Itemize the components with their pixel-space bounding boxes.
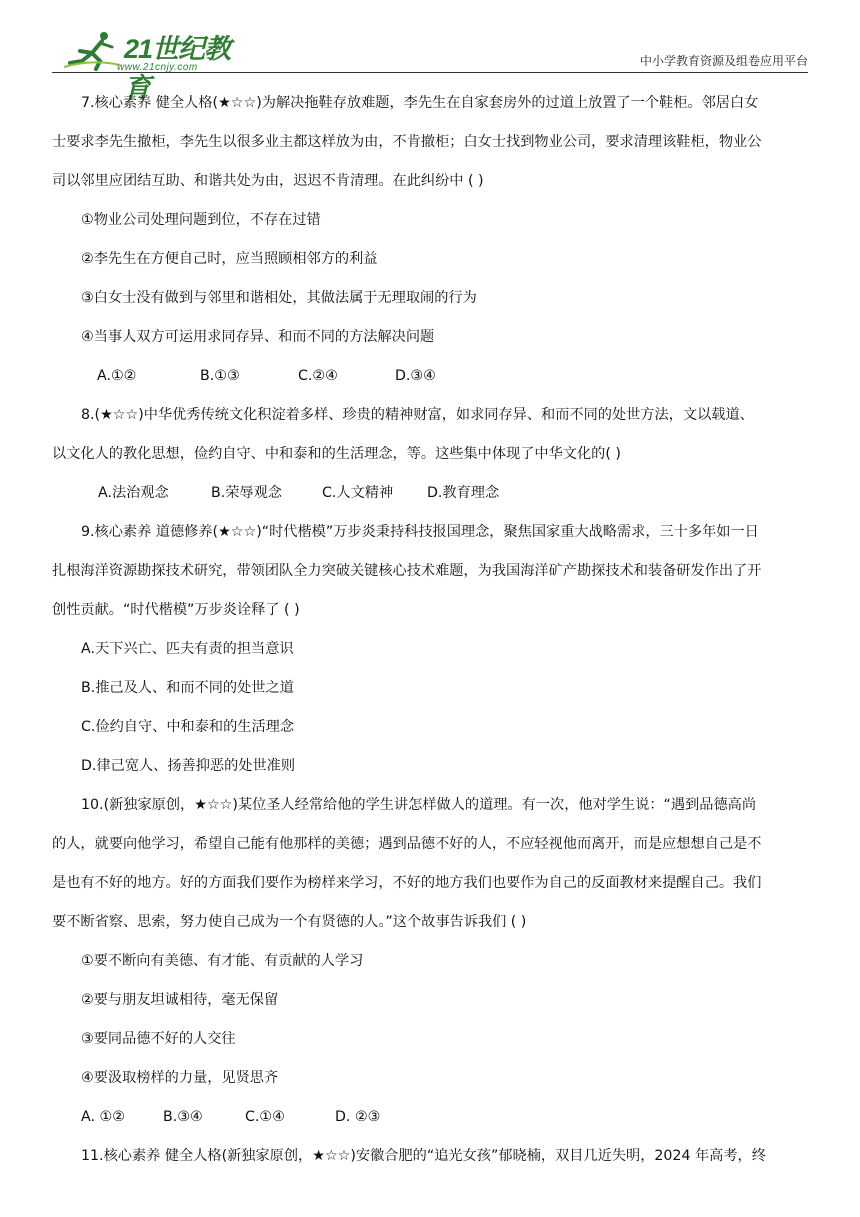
runner-logo-icon bbox=[62, 29, 122, 71]
q7-options bbox=[52, 357, 810, 396]
platform-name: 中小学教育资源及组卷应用平台 bbox=[639, 54, 808, 68]
q10-option-a: A. ①② bbox=[81, 1109, 125, 1125]
logo-text: 21世纪教育 bbox=[124, 34, 231, 103]
q10-stem-line-1: 10.(新独家原创，★☆☆)某位圣人经常给他的学生讲怎样做人的道理。有一次，他对学生说：“遇到品德高尚 bbox=[81, 797, 757, 813]
q7-item-4: ④当事人双方可运用求同存异、和而不同的方法解决问题 bbox=[81, 329, 435, 345]
q10-item-2: ②要与朋友坦诚相待，毫无保留 bbox=[81, 992, 279, 1008]
q8-options bbox=[52, 474, 810, 513]
q8-stem-line-1: 8.(★☆☆)中华优秀传统文化积淀着多样、珍贵的精神财富，如求同存异、和而不同的处世方法，文以载道、 bbox=[81, 407, 754, 423]
q10-stem-line-3: 是也有不好的地方。好的方面我们要作为榜样来学习，不好的地方我们也要作为自己的反面教材来提醒自己。我们 bbox=[52, 875, 762, 891]
q7-item-1: ①物业公司处理问题到位，不存在过错 bbox=[81, 212, 321, 228]
q9-option-d: D.律己宽人、扬善抑恶的处世准则 bbox=[81, 758, 296, 774]
q9-stem-line-2: 扎根海洋资源勘探技术研究，带领团队全力突破关键核心技术难题，为我国海洋矿产勘探技术和装备研发作出了开 bbox=[52, 563, 762, 579]
q8-option-b: B.荣辱观念 bbox=[211, 485, 282, 501]
q9-stem-line-1: 9.核心素养 道德修养(★☆☆)“时代楷模”万步炎秉持科技报国理念，聚焦国家重大战略需求，三十多年如一日 bbox=[81, 524, 759, 540]
q10-option-c: C.①④ bbox=[245, 1109, 285, 1125]
q9-stem-line-3: 创性贡献。“时代楷模”万步炎诠释了 ( ) bbox=[52, 602, 300, 618]
logo bbox=[62, 27, 242, 103]
q8-option-a: A.法治观念 bbox=[98, 485, 169, 501]
q9-option-b: B.推己及人、和而不同的处世之道 bbox=[81, 680, 294, 696]
q7-option-b: B.①③ bbox=[200, 368, 240, 384]
q10-item-1: ①要不断向有美德、有才能、有贡献的人学习 bbox=[81, 953, 364, 969]
header-divider bbox=[52, 72, 808, 73]
q8-option-d: D.教育理念 bbox=[427, 485, 500, 501]
q10-stem-line-4: 要不断省察、思索，努力使自己成为一个有贤德的人。”这个故事告诉我们 ( ) bbox=[52, 914, 527, 930]
q8-stem-line-2: 以文化人的教化思想，俭约自守、中和泰和的生活理念，等。这些集中体现了中华文化的( ) bbox=[52, 446, 621, 462]
q7-stem-line-2: 士要求李先生撤柜，李先生以很多业主都这样放为由，不肯撤柜；白女士找到物业公司，要求清理该鞋柜，物业公 bbox=[52, 134, 762, 150]
q10-options bbox=[52, 1098, 810, 1137]
q11-stem-line-1: 11.核心素养 健全人格(新独家原创，★☆☆)安徽合肥的“追光女孩”郁晓楠，双目几近失明，2024 年高考，终 bbox=[81, 1148, 766, 1164]
q7-item-3: ③白女士没有做到与邻里和谐相处，其做法属于无理取闹的行为 bbox=[81, 290, 477, 306]
q10-item-3: ③要同品德不好的人交往 bbox=[81, 1031, 236, 1047]
logo-url: www.21cnjy.com bbox=[117, 62, 198, 73]
q10-option-d: D. ②③ bbox=[335, 1109, 381, 1125]
q9-option-c: C.俭约自守、中和泰和的生活理念 bbox=[81, 719, 295, 735]
q7-option-a: A.①② bbox=[97, 368, 137, 384]
q7-stem-line-3: 司以邻里应团结互助、和谐共处为由，迟迟不肯清理。在此纠纷中 ( ) bbox=[52, 173, 484, 189]
q8-option-c: C.人文精神 bbox=[322, 485, 394, 501]
q7-option-d: D.③④ bbox=[395, 368, 436, 384]
q10-stem-line-2: 的人，就要向他学习，希望自己能有他那样的美德；遇到品德不好的人，不应轻视他而离开，而是应想想自己是不 bbox=[52, 836, 762, 852]
q10-option-b: B.③④ bbox=[163, 1109, 203, 1125]
q7-item-2: ②李先生在方便自己时，应当照顾相邻方的利益 bbox=[81, 251, 378, 267]
question-content bbox=[52, 84, 810, 1176]
q10-item-4: ④要汲取榜样的力量，见贤思齐 bbox=[81, 1070, 279, 1086]
q7-stem-line-1: 7.核心素养 健全人格(★☆☆)为解决拖鞋存放难题，李先生在自家套房外的过道上放置了一个鞋柜。邻居白女 bbox=[81, 95, 759, 111]
q7-option-c: C.②④ bbox=[298, 368, 338, 384]
q9-option-a: A.天下兴亡、匹夫有责的担当意识 bbox=[81, 641, 294, 657]
